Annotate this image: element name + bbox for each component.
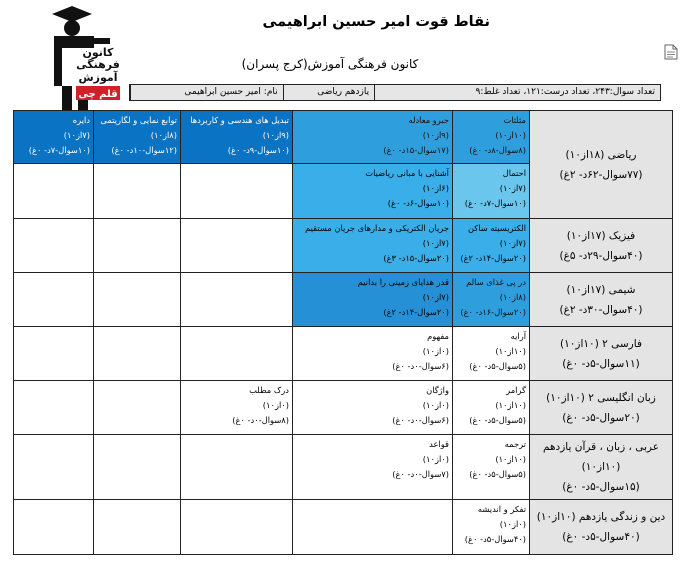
topic-cell	[293, 164, 453, 219]
topic-detail: (۲۰سوال-۱۴د- ۲غ)	[383, 307, 449, 317]
topic-detail: (۵سوال-۵د- ۰غ)	[469, 469, 526, 479]
topic-name: قدر هدایای زمینی را بدانیم	[357, 277, 449, 287]
topic-name: آشنایی با مبانی ریاضیات	[365, 168, 449, 178]
topic-detail: (۵سوال-۵د- ۰غ)	[469, 361, 526, 371]
topic-name: دایره	[72, 115, 90, 125]
document-icon[interactable]	[664, 44, 678, 60]
topic-cell	[94, 273, 181, 327]
topic-cell	[293, 327, 453, 381]
topic-detail: (۷سوال-۰د- ۰غ)	[392, 469, 449, 479]
table-row	[14, 219, 673, 273]
logo-line-1: کانون	[82, 46, 114, 59]
subject-stats: (۷۷سوال-۶۲د- ۲غ)	[559, 168, 643, 181]
topic-detail: (۲۰سوال-۱۶د- ۰غ)	[460, 307, 526, 317]
topic-name: درک مطلب	[249, 385, 289, 395]
subject-cell	[530, 435, 673, 500]
topic-cell	[14, 500, 94, 555]
topic-cell	[453, 273, 530, 327]
topic-cell	[181, 273, 293, 327]
kanoon-logo	[32, 4, 122, 112]
topic-score: (۱۰از۱۰)	[495, 454, 526, 464]
topic-name: الکتریسیته ساکن	[467, 223, 526, 233]
topic-detail: (۱۰سوال-۷د- ۰غ)	[28, 145, 90, 155]
subject-cell	[530, 219, 673, 273]
page-subtitle: کانون فرهنگی آموزش(کرج پسران)	[241, 57, 419, 71]
topic-cell	[293, 273, 453, 327]
topic-detail: (۱۷سوال-۱۵د- ۰غ)	[383, 145, 449, 155]
table-row	[14, 327, 673, 381]
topic-cell	[14, 435, 94, 500]
topic-detail: (۱۰سوال-۶د- ۰غ)	[387, 198, 449, 208]
topic-cell	[14, 219, 94, 273]
topic-cell	[181, 164, 293, 219]
subject-name: شیمی (۱۷از۱۰)	[566, 283, 636, 296]
topic-cell	[94, 327, 181, 381]
topic-cell	[181, 327, 293, 381]
topic-cell	[293, 500, 453, 555]
topic-name: مثلثات	[503, 115, 526, 125]
topic-score: (۶از۱۰)	[422, 183, 449, 193]
topic-detail: (۵سوال-۵د- ۰غ)	[469, 415, 526, 425]
topic-cell	[14, 327, 94, 381]
table-row	[14, 381, 673, 435]
topic-cell	[181, 435, 293, 500]
topic-detail: (۴۰سوال-۵د- ۰غ)	[464, 534, 526, 544]
topic-cell	[293, 381, 453, 435]
table-row	[14, 435, 673, 500]
topic-detail: (۲۰سوال-۱۴د- ۲غ)	[460, 253, 526, 263]
topic-score: (۰از۱۰)	[499, 519, 526, 529]
topic-name: مفهوم	[427, 331, 449, 341]
logo-line-2: فرهنگی	[76, 58, 120, 71]
subject-cell	[530, 111, 673, 219]
topic-detail: (۸سوال-۸د- ۰غ)	[469, 145, 526, 155]
topic-name: ترجمه	[504, 439, 526, 449]
topic-cell	[181, 111, 293, 164]
topic-score: (۷از۱۰)	[499, 183, 526, 193]
topic-name: جبرو معادله	[408, 115, 449, 125]
subject-name: ریاضی (۱۸از۱۰)	[565, 148, 637, 161]
table-row	[14, 111, 673, 164]
subject-stats: (۴۰سوال-۲۹د- ۵غ)	[559, 249, 643, 262]
topic-cell	[293, 111, 453, 164]
subject-name: عربی ، زبان ، قرآن یازدهم (۱۰از۱۰)	[543, 441, 659, 473]
topic-score: (۱۰از۱۰)	[495, 130, 526, 140]
topic-cell	[453, 164, 530, 219]
topic-cell	[94, 111, 181, 164]
topic-cell	[94, 500, 181, 555]
info-empty	[374, 85, 461, 100]
topic-score: (۸از۱۰)	[150, 130, 177, 140]
subject-stats: (۲۰سوال-۵د- ۰غ)	[562, 411, 640, 424]
topic-name: در پی غذای سالم	[466, 277, 526, 287]
topic-cell	[181, 381, 293, 435]
topic-cell	[453, 435, 530, 500]
topic-detail: (۶سوال-۰د- ۰غ)	[392, 415, 449, 425]
info-stats: تعداد سوال:۲۴۳، تعداد درست:۱۲۱، تعداد غلط:۹	[461, 85, 660, 100]
info-grade: یازدهم ریاضی	[283, 85, 375, 100]
topic-cell	[453, 327, 530, 381]
subject-cell	[530, 327, 673, 381]
topic-cell	[181, 219, 293, 273]
subject-stats: (۱۱سوال-۵د- ۰غ)	[562, 357, 640, 370]
topic-cell	[94, 381, 181, 435]
subject-name: زبان انگلیسی ۲ (۱۰از۱۰)	[546, 391, 656, 404]
topic-cell	[14, 381, 94, 435]
topic-detail: (۱۰سوال-۷د- ۰غ)	[464, 198, 526, 208]
topic-cell	[453, 111, 530, 164]
topic-name: واژگان	[426, 385, 449, 395]
topic-score: (۷از۱۰)	[499, 238, 526, 248]
topic-score: (۱۰از۱۰)	[495, 346, 526, 356]
topic-name: گرامر	[506, 385, 526, 395]
topic-score: (۷از۱۰)	[422, 238, 449, 248]
topic-cell	[453, 500, 530, 555]
subject-name: فیزیک (۱۷از۱۰)	[566, 229, 636, 242]
topic-cell	[181, 500, 293, 555]
topic-cell	[14, 273, 94, 327]
page-title: نقاط قوت امیر حسین ابراهیمی	[262, 14, 490, 30]
topic-cell	[453, 219, 530, 273]
topic-score: (۹از۱۰)	[262, 130, 289, 140]
topic-name: تفکر و اندیشه	[477, 504, 526, 514]
topic-name: آرایه	[510, 331, 526, 341]
strengths-table	[13, 110, 673, 555]
topic-name: تبدیل های هندسی و کاربردها	[190, 115, 289, 125]
topic-score: (۰از۱۰)	[422, 454, 449, 464]
topic-cell	[94, 164, 181, 219]
info-name: نام: امیر حسین ابراهیمی	[130, 85, 283, 100]
topic-score: (۷از۱۰)	[422, 292, 449, 302]
topic-cell	[14, 111, 94, 164]
subject-stats: (۴۰سوال-۳۰د- ۲غ)	[559, 303, 643, 316]
topic-cell	[14, 164, 94, 219]
subject-cell	[530, 381, 673, 435]
topic-cell	[94, 435, 181, 500]
topic-cell	[293, 435, 453, 500]
topic-name: جریان الکتریکی و مدارهای جریان مستقیم	[305, 223, 449, 233]
topic-detail: (۱۲سوال-۱۰د- ۰غ)	[111, 145, 177, 155]
subject-stats: (۴۰سوال-۵د- ۰غ)	[562, 531, 640, 543]
topic-cell	[453, 381, 530, 435]
subject-cell	[530, 273, 673, 327]
subject-name: فارسی ۲ (۱۰از۱۰)	[560, 337, 642, 350]
topic-name: توابع نمایی و لگاریتمی	[100, 115, 177, 125]
student-info-bar	[129, 84, 661, 101]
subject-cell	[530, 500, 673, 555]
topic-detail: (۸سوال-۰د- ۰غ)	[232, 415, 289, 425]
topic-score: (۹از۱۰)	[422, 130, 449, 140]
topic-name: قواعد	[429, 439, 449, 449]
topic-cell	[293, 219, 453, 273]
table-row	[14, 273, 673, 327]
topic-score: (۷از۱۰)	[63, 130, 90, 140]
topic-score: (۰از۱۰)	[262, 400, 289, 410]
subject-stats: (۱۵سوال-۵د- ۰غ)	[562, 481, 640, 493]
topic-detail: (۶سوال-۰د- ۰غ)	[392, 361, 449, 371]
logo-line-4: قلم چی	[78, 89, 118, 100]
logo-line-3: آموزش	[78, 71, 118, 84]
topic-score: (۰از۱۰)	[422, 346, 449, 356]
topic-score: (۰از۱۰)	[422, 400, 449, 410]
topic-cell	[94, 219, 181, 273]
topic-score: (۸از۱۰)	[499, 292, 526, 302]
topic-name: احتمال	[502, 168, 526, 178]
topic-detail: (۱۰سوال-۹د- ۰غ)	[227, 145, 289, 155]
topic-detail: (۲۰سوال-۱۵د- ۳غ)	[383, 253, 449, 263]
subject-name: دین و زندگی یازدهم (۱۰از۱۰)	[536, 511, 666, 523]
table-row	[14, 500, 673, 555]
topic-score: (۱۰از۱۰)	[495, 400, 526, 410]
